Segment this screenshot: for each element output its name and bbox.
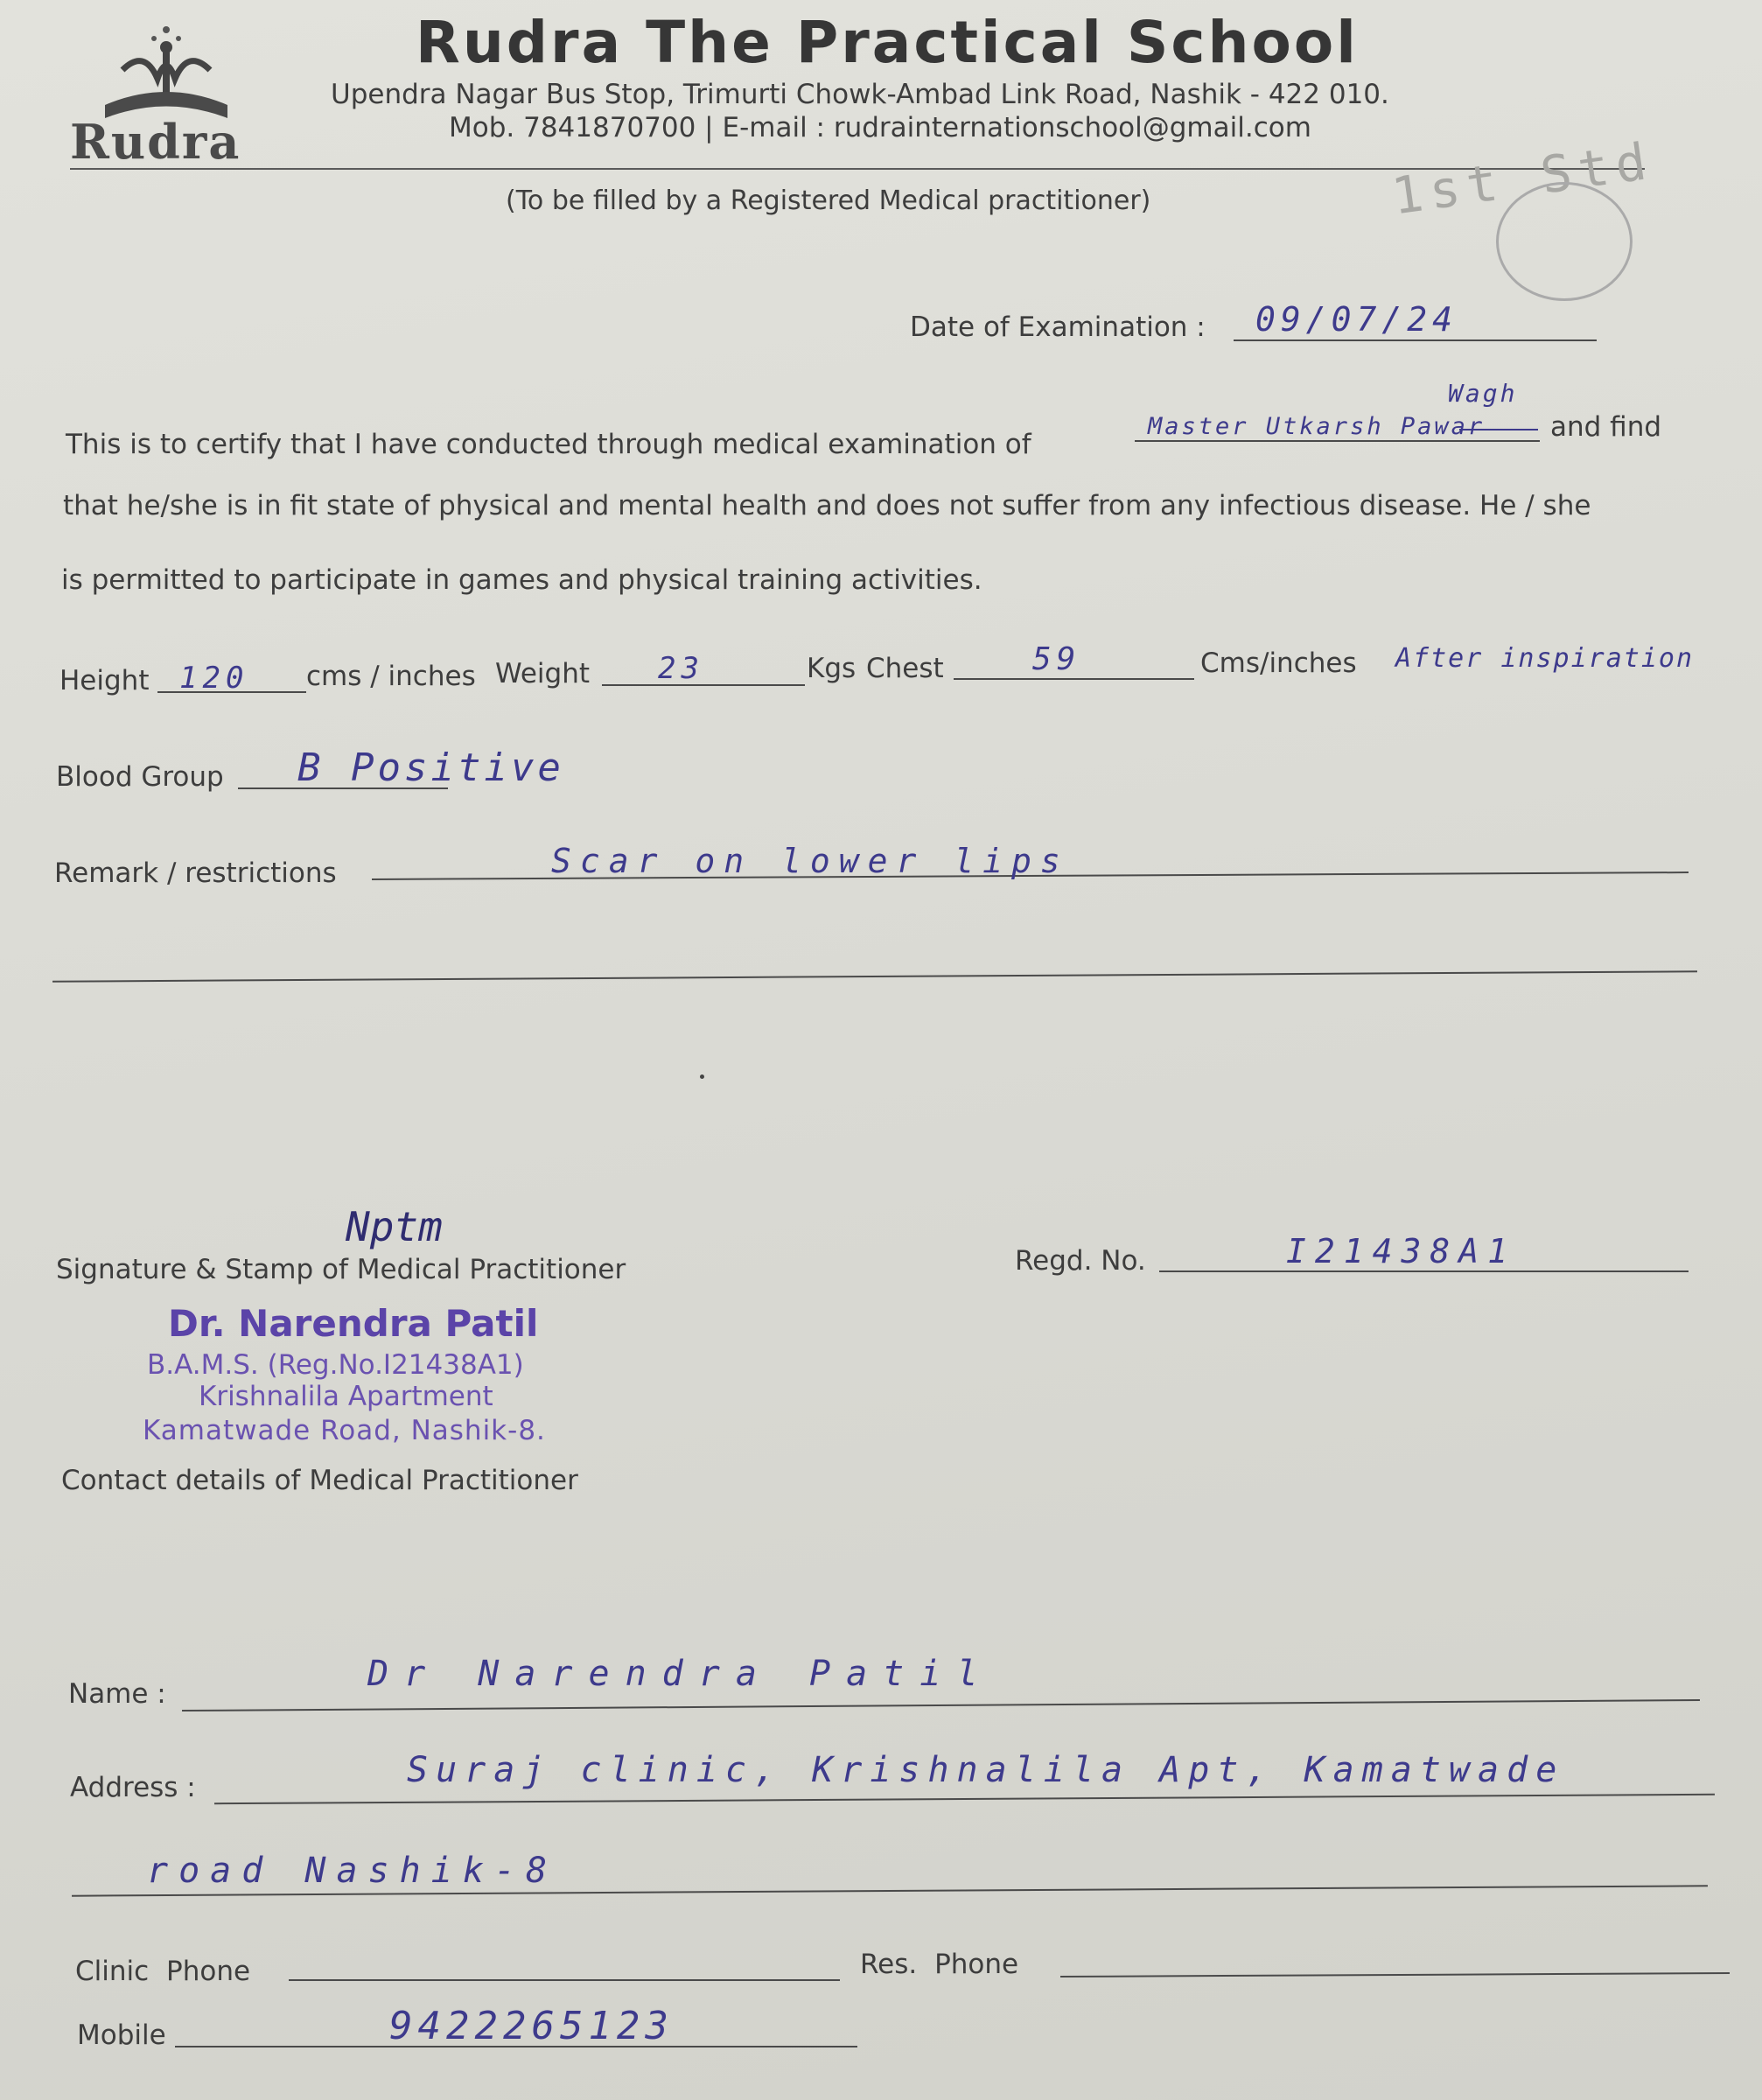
- signature-mark: Nptm: [346, 1203, 443, 1250]
- blood-group-value: B Positive: [297, 746, 564, 790]
- ink-dot: [700, 1074, 704, 1079]
- corner-circle: [1496, 182, 1633, 301]
- height-value: 120: [179, 661, 249, 696]
- name-correction: Wagh: [1448, 379, 1518, 408]
- date-label: Date of Examination :: [910, 312, 1206, 343]
- student-name-line: [1135, 440, 1540, 442]
- certificate-line-1: This is to certify that I have conducted through medical examination of: [66, 429, 1031, 460]
- chest-unit: Cms/inches: [1200, 648, 1357, 679]
- chest-note: After inspiration: [1395, 643, 1695, 674]
- clinic-phone-line: [289, 1979, 840, 1981]
- signature-label: Signature & Stamp of Medical Practitioner: [56, 1254, 626, 1285]
- stamp-road: Kamatwade Road, Nashik-8.: [143, 1415, 546, 1446]
- height-unit: cms / inches: [306, 661, 476, 692]
- remarks-value: Scar on lower lips: [551, 842, 1069, 880]
- stamp-doctor-name: Dr. Narendra Patil: [168, 1302, 539, 1345]
- chest-value: 59: [1032, 641, 1081, 677]
- school-name: Rudra The Practical School: [416, 9, 1359, 76]
- address-line-1: [214, 1794, 1715, 1804]
- name-line: [182, 1699, 1700, 1712]
- school-contact: Mob. 7841870700 | E-mail : rudrainternationschool@gmail.com: [449, 112, 1311, 144]
- contact-heading: Contact details of Medical Practitioner: [61, 1465, 578, 1496]
- certificate-line-3: is permitted to participate in games and physical training activities.: [61, 564, 982, 596]
- chest-line: [954, 678, 1194, 680]
- chest-label: Chest: [866, 653, 944, 684]
- name-label: Name :: [68, 1678, 166, 1710]
- weight-value: 23: [658, 651, 704, 686]
- practitioner-note: (To be filled by a Registered Medical practitioner): [506, 186, 1151, 216]
- remarks-label: Remark / restrictions: [54, 858, 337, 889]
- certificate-line-1-suffix: and find: [1550, 411, 1662, 443]
- logo-text: Rudra: [70, 114, 241, 170]
- date-line: [1234, 340, 1597, 341]
- student-name: Master Utkarsh Pawar: [1148, 413, 1486, 440]
- regd-value: I21438A1: [1286, 1232, 1517, 1270]
- mobile-value: 9422265123: [389, 2004, 674, 2048]
- weight-label: Weight: [495, 658, 591, 690]
- address-label: Address :: [70, 1772, 196, 1803]
- blood-group-label: Blood Group: [56, 761, 224, 793]
- stamp-apartment: Krishnalila Apartment: [199, 1381, 493, 1412]
- corner-mark: 1st Std: [1388, 130, 1657, 227]
- name-value: Dr Narendra Patil: [367, 1654, 994, 1694]
- weight-unit: Kgs: [807, 653, 857, 684]
- address-value-1: Suraj clinic, Krishnalila Apt, Kamatwade: [407, 1750, 1565, 1790]
- height-label: Height: [59, 665, 150, 696]
- stamp-degree: B.A.M.S. (Reg.No.I21438A1): [147, 1349, 524, 1381]
- clinic-phone-label: Clinic Phone: [75, 1956, 251, 1987]
- res-phone-line: [1060, 1972, 1730, 1978]
- school-address: Upendra Nagar Bus Stop, Trimurti Chowk-Ambad Link Road, Nashik - 422 010.: [331, 79, 1389, 110]
- regd-line: [1159, 1270, 1689, 1272]
- mobile-label: Mobile: [77, 2020, 166, 2051]
- regd-label: Regd. No.: [1015, 1245, 1146, 1277]
- remarks-line-2: [52, 970, 1697, 982]
- res-phone-label: Res. Phone: [860, 1949, 1019, 1980]
- name-strike: [1459, 429, 1538, 430]
- school-logo: [70, 18, 262, 171]
- certificate-line-2: that he/she is in fit state of physical and mental health and does not suffer from any infectious disease. He / she: [63, 490, 1591, 522]
- date-value: 09/07/24: [1255, 300, 1458, 339]
- address-value-2: road Nashik-8: [147, 1851, 558, 1891]
